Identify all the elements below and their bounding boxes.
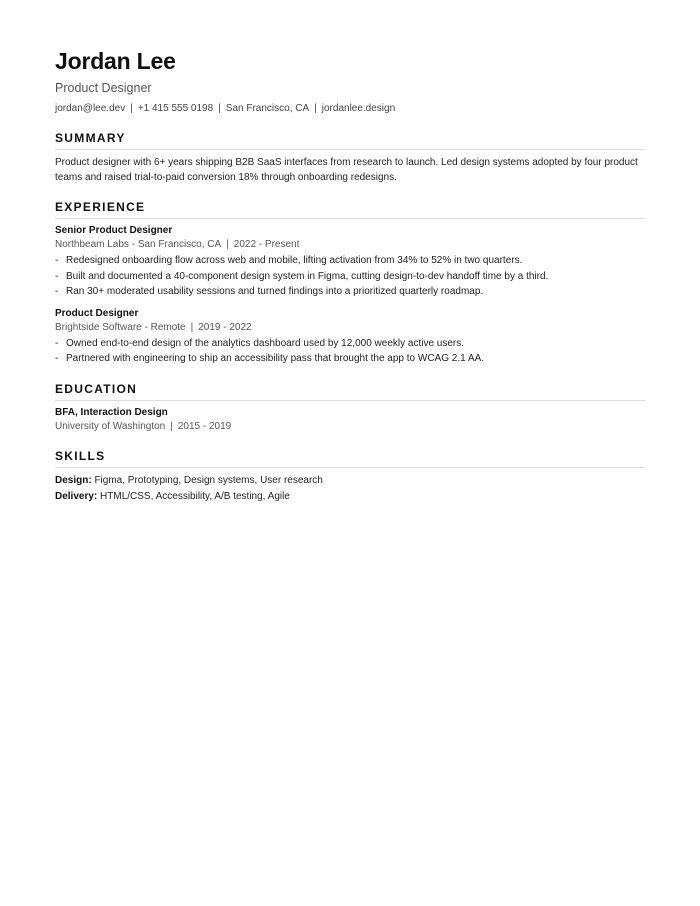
job-entry <box>55 224 645 300</box>
skill-label: Delivery: <box>55 490 98 502</box>
experience-heading: EXPERIENCE <box>55 199 645 219</box>
education-dates: 2015 - 2019 <box>177 420 232 432</box>
summary-heading: SUMMARY <box>55 130 645 150</box>
education-separator: | <box>170 420 173 432</box>
skill-label: Design: <box>55 474 92 486</box>
skill-value: HTML/CSS, Accessibility, A/B testing, Agile <box>100 490 290 502</box>
job-title: Product Designer <box>55 307 139 319</box>
job-bullet <box>55 269 645 285</box>
contact-phone: +1 415 555 0198 <box>137 103 214 114</box>
contact-line <box>55 102 645 116</box>
job-title: Senior Product Designer <box>55 225 173 236</box>
job-bullet-text: Owned end-to-end design of the analytics dashboard used by 12,000 weekly active users. <box>66 337 465 349</box>
education-degree: BFA, Interaction Design <box>55 406 168 418</box>
bullet-dash: - <box>55 270 59 282</box>
candidate-title: Product Designer <box>55 81 152 95</box>
bullet-dash: - <box>55 337 59 349</box>
skills-section <box>55 448 645 505</box>
job-bullets <box>55 336 645 367</box>
contact-email: jordan@lee.dev <box>55 103 126 114</box>
skill-line-delivery <box>55 489 645 505</box>
job-entry <box>55 307 645 367</box>
job-meta <box>55 321 645 335</box>
job-dates: 2019 - 2022 <box>198 321 252 333</box>
summary-section <box>55 130 645 185</box>
job-meta <box>55 238 645 252</box>
education-school: University of Washington <box>55 420 166 432</box>
bullet-dash: - <box>55 286 59 297</box>
education-heading: EDUCATION <box>55 381 645 401</box>
job-bullet <box>55 253 645 269</box>
education-meta <box>55 420 645 434</box>
job-bullet-text: Partnered with engineering to ship an accessibility pass that brought the app to WCAG 2.1 AA. <box>66 353 485 364</box>
job-bullet <box>55 351 645 367</box>
skills-heading: SKILLS <box>55 448 645 468</box>
contact-location: San Francisco, CA <box>225 103 310 114</box>
contact-website: jordanlee.design <box>321 103 396 114</box>
experience-section <box>55 199 645 367</box>
job-meta-separator: | <box>190 321 194 333</box>
education-section <box>55 381 645 434</box>
job-dates: 2022 - Present <box>233 239 300 250</box>
bullet-dash: - <box>55 255 59 266</box>
skill-line-design <box>55 473 645 489</box>
job-bullet <box>55 284 645 300</box>
job-meta-separator: | <box>226 239 229 250</box>
contact-separator: | <box>218 103 221 114</box>
skill-value: Figma, Prototyping, Design systems, User research <box>94 474 323 486</box>
bullet-dash: - <box>55 353 59 364</box>
job-bullets <box>55 253 645 300</box>
job-bullet-text: Ran 30+ moderated usability sessions and turned findings into a prioritized quarterly roadmap. <box>66 286 484 297</box>
job-company-location: Northbeam Labs - San Francisco, CA <box>55 239 222 250</box>
contact-separator: | <box>314 103 317 114</box>
job-bullet-text: Redesigned onboarding flow across web and mobile, lifting activation from 34% to 52% in two quarters. <box>66 255 523 266</box>
summary-text: Product designer with 6+ years shipping B2B SaaS interfaces from research to launch. Led design systems adopted by four product teams and raised trial-to-paid conversion 18% through onboarding redesigns. <box>55 157 638 183</box>
contact-separator: | <box>130 103 133 114</box>
job-bullet-text: Built and documented a 40-component design system in Figma, cutting design-to-dev handoff time by a third. <box>66 270 549 282</box>
candidate-name: Jordan Lee <box>55 48 176 74</box>
job-company-location: Brightside Software - Remote <box>55 321 186 333</box>
job-bullet <box>55 336 645 352</box>
